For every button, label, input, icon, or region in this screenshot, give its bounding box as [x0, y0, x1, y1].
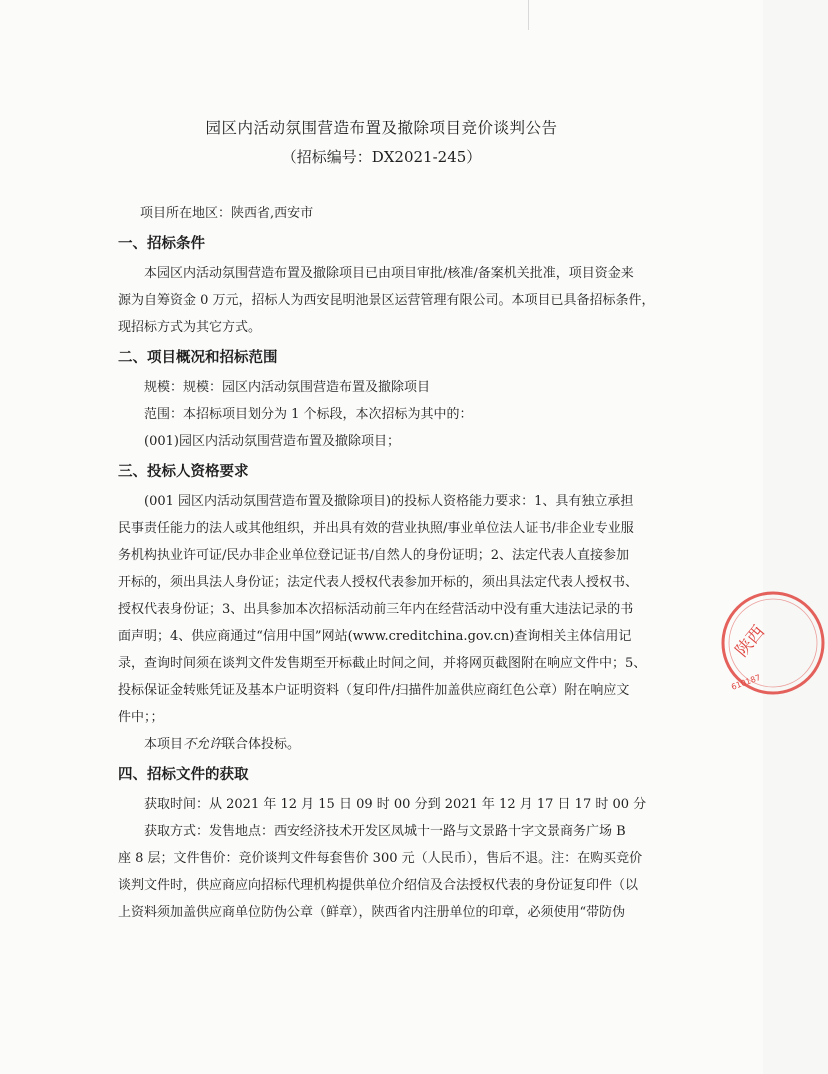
section-4-line-1: 获取时间：从 2021 年 12 月 15 日 09 时 00 分到 2021 年 12 月 17 日 17 时 00 分: [144, 797, 647, 812]
section-heading-3: 三、投标人资格要求: [118, 464, 249, 480]
section-3-line-1: (001 园区内活动氛围营造布置及撤除项目)的投标人资格能力要求：1、具有独立承担: [144, 494, 634, 509]
section-3-line-3: 务机构执业许可证/民办非企业单位登记证书/自然人的身份证明；2、法定代表人直接参加: [118, 548, 630, 563]
document-body: [118, 200, 660, 926]
section-heading-4: 四、招标文件的获取: [118, 767, 249, 783]
section-3-line-5: 授权代表身份证；3、出具参加本次招标活动前三年内在经营活动中没有重大违法记录的书: [118, 602, 634, 617]
official-seal: [718, 588, 828, 698]
section-2-line-2: 范围：本招标项目划分为 1 个标段，本次招标为其中的：: [144, 407, 473, 422]
section-2-line-3: (001)园区内活动氛围营造布置及撤除项目；: [144, 434, 400, 449]
section-4-line-3: 座 8 层；文件售价：竞价谈判文件每套售价 300 元（人民币），售后不退。注：在购买竞价: [118, 851, 643, 866]
scan-mark: [528, 0, 529, 30]
section-3-line-6: 面声明；4、供应商通过“信用中国”网站(www.creditchina.gov.cn)查询相关主体信用记: [118, 629, 632, 644]
section-1-line-3: 现招标方式为其它方式。: [118, 320, 262, 335]
section-heading-1: 一、招标条件: [118, 236, 205, 252]
section-3-line-7: 录，查询时间须在谈判文件发售期至开标截止时间之间，并将网页截图附在响应文件中；5、: [118, 656, 647, 671]
section-1-line-1: 本园区内活动氛围营造布置及撤除项目已由项目审批/核准/备案机关批准，项目资金来: [144, 266, 634, 281]
consortium-note-emphasis: 不允许: [183, 737, 223, 752]
section-3-line-8: 投标保证金转账凭证及基本户证明资料（复印件/扫描件加盖供应商红色公章）附在响应文: [118, 683, 630, 698]
section-4-line-5: 上资料须加盖供应商单位防伪公章（鲜章），陕西省内注册单位的印章，必须使用“带防伪: [118, 905, 626, 920]
consortium-note: [118, 731, 660, 758]
project-location: 项目所在地区：陕西省,西安市: [140, 206, 314, 221]
seal-text: 陕西: [731, 622, 770, 661]
consortium-note-suffix: 联合体投标。: [222, 737, 301, 752]
section-1-line-2: 源为自筹资金 0 万元，招标人为西安昆明池景区运营管理有限公司。本项目已具备招标条件，: [118, 293, 655, 308]
section-3-line-4: 开标的，须出具法人身份证；法定代表人授权代表参加开标的，须出具法定代表人授权书、: [118, 575, 639, 590]
section-heading-2: 二、项目概况和招标范围: [118, 350, 278, 366]
section-2-line-1: 规模：规模：园区内活动氛围营造布置及撤除项目: [144, 380, 431, 395]
seal-number: 610187: [730, 672, 762, 692]
consortium-note-prefix: 本项目: [144, 737, 184, 752]
tender-number: （招标编号：DX2021-245）: [281, 148, 482, 166]
document-title: 园区内活动氛围营造布置及撤除项目竞价谈判公告: [205, 119, 558, 137]
section-3-line-9: 件中；；: [118, 710, 164, 725]
section-4-line-2: 获取方式：发售地点：西安经济技术开发区凤城十一路与文景路十字文景商务广场 B: [144, 824, 626, 839]
section-4-line-4: 谈判文件时，供应商应向招标代理机构提供单位介绍信及合法授权代表的身份证复印件（以: [118, 878, 639, 893]
section-3-line-2: 民事责任能力的法人或其他组织，并出具有效的营业执照/事业单位法人证书/非企业专业服: [118, 521, 634, 536]
